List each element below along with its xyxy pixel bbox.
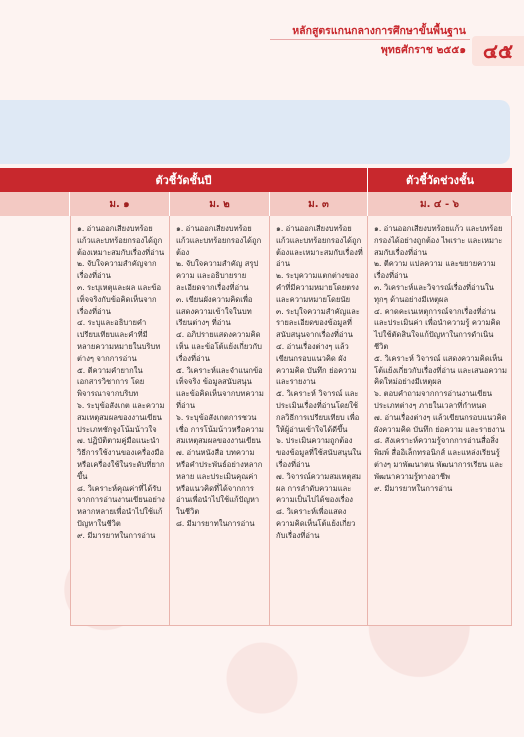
curriculum-year: พุทธศักราช ๒๕๕๑ [380,44,466,56]
list-item: ๔. คาดคะเนเหตุการณ์จากเรื่องที่อ่าน และประเมินค่า เพื่อนำความรู้ ความคิดไปใช้ตัดสินใจแก้ปัญหาในการดำเนินชีวิต [374,306,501,351]
column-m1 [70,216,170,626]
list-item: ๖. ระบุข้อสังเกต และความสมเหตุสมผลของงานเขียนประเภทชักจูงโน้มน้าวใจ [77,400,165,434]
grade-indicators-title: ตัวชี้วัดชั้นปี [0,168,368,192]
left-gutter [0,216,70,626]
grade-header-m3: ม. ๓ [270,192,368,216]
list-item: ๕. ตีความคำยากในเอกสารวิชาการ โดยพิจารณาจากบริบท [77,365,145,399]
list-item: ๕. วิเคราะห์ วิจารณ์ แสดงความคิดเห็นโต้แย้งเกี่ยวกับเรื่องที่อ่าน และเสนอความคิดใหม่อย่างมีเหตุผล [374,353,507,387]
list-item: ๗. ปฏิบัติตามคู่มือแนะนำวิธีการใช้งานของเครื่องมือ หรือเครื่องใช้ในระดับที่ยากขึ้น [77,436,165,481]
grade-header-m2: ม. ๒ [170,192,270,216]
list-item: ๑. อ่านออกเสียงบทร้อยแก้วและบทร้อยกรองได้ถูกต้อง [176,224,262,257]
grade-header-row [0,192,512,216]
grade-header-m1: ม. ๑ [70,192,170,216]
page-number: ๔๕ [472,36,524,66]
list-item: ๙. มีมารยาทในการอ่าน [77,530,156,540]
indicators-table [0,168,512,626]
list-item: ๑. อ่านออกเสียงบทร้อยแก้วและบทร้อยกรองได้ถูกต้องและเหมาะสมกับเรื่องที่อ่าน [276,224,363,269]
list-item: ๗. อ่านเรื่องต่างๆ แล้วเขียนกรอบแนวคิด ผังความคิด บันทึก ย่อความ และรายงาน [374,412,507,434]
list-item: ๙. มีมารยาทในการอ่าน [374,483,453,493]
list-item: ๘. มีมารยาทในการอ่าน [176,518,255,528]
list-item: ๗. อ่านหนังสือ บทความหรือคำประพันธ์อย่างหลากหลาย และประเมินคุณค่าหรือแนวคิดที่ได้จากการอ่านเพื่อนำไปใช้แก้ปัญหาในชีวิต [176,448,263,517]
list-item: ๕. วิเคราะห์ วิจารณ์ และประเมินเรื่องที่อ่านโดยใช้กลวิธีการเปรียบเทียบ เพื่อให้ผู้อ่านเข้าใจได้ดีขึ้น [276,389,360,434]
list-item: ๓. ระบุใจความสำคัญและรายละเอียดของข้อมูลที่สนับสนุนจากเรื่องที่อ่าน [276,306,360,340]
list-item: ๘. วิเคราะห์เพื่อแสดงความคิดเห็นโต้แย้งเกี่ยวกับเรื่องที่อ่าน [276,507,356,540]
list-item: ๒. จับใจความสำคัญจากเรื่องที่อ่าน [77,259,157,281]
list-item: ๔. อ่านเรื่องต่างๆ แล้วเขียนกรอบแนวคิด ผังความคิด บันทึก ย่อความ และรายงาน [276,341,357,387]
grade-header-m4-6: ม. ๔ - ๖ [368,192,512,216]
list-item: ๔. ระบุและอธิบายคำเปรียบเทียบและคำที่มีหลายความหมายในบริบทต่างๆ จากการอ่าน [77,318,161,363]
list-item: ๗. วิจารณ์ความสมเหตุสมผล การลำดับความและความเป็นไปได้ของเรื่อง [276,471,362,505]
column-m2 [170,216,270,626]
list-item: ๖. ตอบคำถามจากการอ่านงานเขียนประเภทต่างๆ ภายในเวลาที่กำหนด [374,389,493,410]
indicators-body [0,216,512,626]
intro-panel [0,100,510,164]
curriculum-title: หลักสูตรแกนกลางการศึกษาขั้นพื้นฐาน [292,25,466,37]
list-item: ๒. ตีความ แปลความ และขยายความเรื่องที่อ่าน [374,259,496,281]
list-item: ๔. อภิปรายแสดงความคิดเห็น และข้อโต้แย้งเกี่ยวกับเรื่องที่อ่าน [176,330,262,363]
list-item: ๘. วิเคราะห์คุณค่าที่ได้รับจากการอ่านงานเขียนอย่างหลากหลายเพื่อนำไปใช้แก้ปัญหาในชีวิต [77,483,165,528]
list-item: ๓. วิเคราะห์และวิจารณ์เรื่องที่อ่านในทุกๆ ด้านอย่างมีเหตุผล [374,282,494,304]
column-m4-6 [368,216,512,626]
list-item: ๑. อ่านออกเสียงบทร้อยแก้วและบทร้อยกรองได้ถูกต้องเหมาะสมกับเรื่องที่อ่าน [77,224,165,257]
list-item: ๖. ประเมินความถูกต้องของข้อมูลที่ใช้สนับสนุนในเรื่องที่อ่าน [276,436,362,469]
range-indicators-title: ตัวชี้วัดช่วงชั้น [405,174,475,187]
page-header [292,22,466,58]
list-item: ๓. ระบุเหตุและผล และข้อเท็จจริงกับข้อคิดเห็นจากเรื่องที่อ่าน [77,282,162,316]
list-item: ๑. อ่านออกเสียงบทร้อยแก้ว และบทร้อยกรองได้อย่างถูกต้อง ไพเราะ และเหมาะสมกับเรื่องที่อ่าน [374,224,503,257]
table-title-band [0,168,512,192]
column-m3 [270,216,368,626]
list-item: ๖. ระบุข้อสังเกตการชวนเชื่อ การโน้มน้าวหรือความสมเหตุสมผลของงานเขียน [176,412,264,446]
list-item: ๓. เขียนผังความคิดเพื่อแสดงความเข้าใจในบทเรียนต่างๆ ที่อ่าน [176,294,253,328]
list-item: ๘. สังเคราะห์ความรู้จากการอ่านสื่อสิ่งพิมพ์ สื่ออิเล็กทรอนิกส์ และแหล่งเรียนรู้ต่างๆ มาพัฒนาตน พัฒนาการเรียน และพัฒนาความรู้ทางอาชีพ [374,436,504,481]
header-rule [270,39,470,40]
list-item: ๕. วิเคราะห์และจำแนกข้อเท็จจริง ข้อมูลสนับสนุนและข้อคิดเห็นจากบทความที่อ่าน [176,365,264,410]
list-item: ๒. ระบุความแตกต่างของคำที่มีความหมายโดยตรงและความหมายโดยนัย [276,271,359,304]
list-item: ๒. จับใจความสำคัญ สรุปความ และอธิบายรายละเอียดจากเรื่องที่อ่าน [176,259,259,292]
header-spacer [0,192,70,216]
